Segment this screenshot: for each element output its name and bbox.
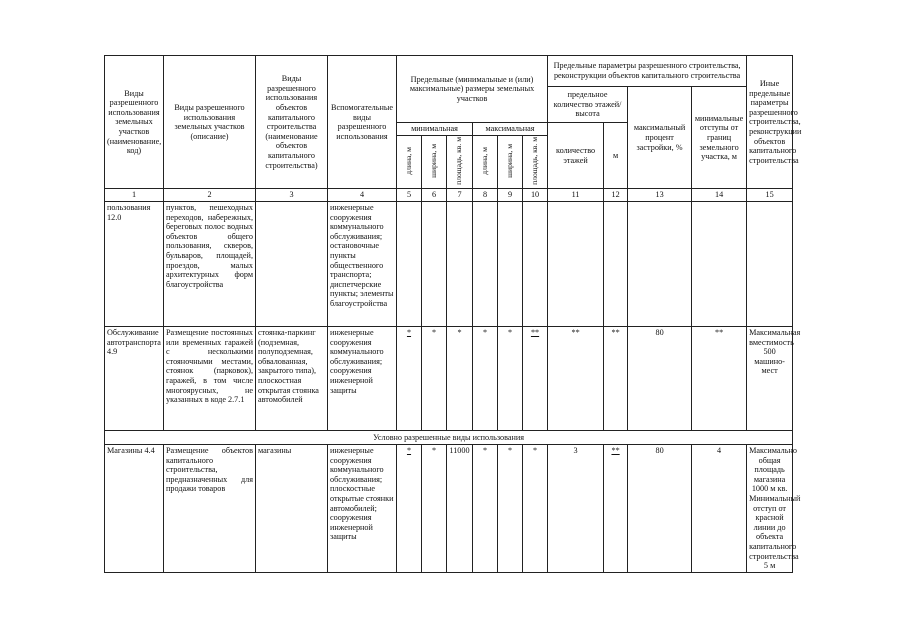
use-code-cell: Обслуживание автотранспорта 4.9 [105, 327, 164, 431]
value-cell [548, 202, 604, 327]
use-code-cell: Магазины 4.4 [105, 445, 164, 573]
col-number: 9 [498, 189, 523, 202]
regulations-table [104, 55, 802, 573]
value-cell [447, 202, 473, 327]
col-number: 12 [604, 189, 628, 202]
header-min-width: ширина, м [422, 136, 447, 189]
col-number: 5 [397, 189, 422, 202]
value-cell [604, 202, 628, 327]
value-cell: * [397, 327, 422, 431]
table-row [105, 445, 793, 573]
col-number: 14 [692, 189, 747, 202]
value-cell [523, 202, 548, 327]
header-building-params: Предельные параметры разрешенного строительства, реконструкции объектов капитального строительства [548, 56, 747, 87]
col-number: 15 [747, 189, 793, 202]
value-cell: 3 [548, 445, 604, 573]
col-number: 3 [256, 189, 328, 202]
use-description-cell: Размещение постоянных или временных гаражей с несколькими стояночными местами, стоянок (парковок), гаражей, в том числе многоярусных, не указанных в коде 2.7.1 [164, 327, 256, 431]
value-cell: * [397, 445, 422, 573]
value-cell: Максимально общая площадь магазина 1000 м кв. Минимальный отступ от красной линии до объекта капитального строительства 5 м [747, 445, 793, 573]
col-number: 6 [422, 189, 447, 202]
header-col3: Виды разрешенного использования объектов капитального строительства (наименование объектов капитального строительства) [256, 56, 328, 189]
value-cell: * [498, 327, 523, 431]
col-number: 11 [548, 189, 604, 202]
value-cell: 11000 [447, 445, 473, 573]
header-minimal: минимальная [397, 123, 473, 136]
header-max-length: длина, м [473, 136, 498, 189]
col-number: 7 [447, 189, 473, 202]
value-cell [498, 202, 523, 327]
value-cell: * [447, 327, 473, 431]
header-floors-count: количество этажей [548, 123, 604, 189]
header-floors-group: предельное количество этажей/высота [548, 87, 628, 123]
value-cell: * [422, 445, 447, 573]
value-cell: ** [692, 327, 747, 431]
value-cell: ** [548, 327, 604, 431]
value-cell: 80 [628, 445, 692, 573]
capital-objects-cell [256, 202, 328, 327]
table-row [105, 327, 793, 431]
auxiliary-uses-cell: инженерные сооружения коммунального обслуживания; плоскостные открытые стоянки автомобилей; сооружения инженерной защиты [328, 445, 397, 573]
table-row [105, 202, 793, 327]
header-min-length: длина, м [397, 136, 422, 189]
use-description-cell: Размещение объектов капитального строительства, предназначенных для продажи товаров [164, 445, 256, 573]
section-title: Условно разрешенные виды использования [105, 431, 793, 445]
header-meters: м [604, 123, 628, 189]
value-cell [422, 202, 447, 327]
value-cell [628, 202, 692, 327]
value-cell [473, 202, 498, 327]
value-cell: ** [604, 445, 628, 573]
col-number: 2 [164, 189, 256, 202]
column-numbers-row [105, 189, 793, 202]
value-cell: * [473, 445, 498, 573]
section-row [105, 431, 793, 445]
value-cell: Максимальная вместимость 500 машино-мест [747, 327, 793, 431]
col-number: 10 [523, 189, 548, 202]
header-min-offsets: минимальные отступы от границ земельного участка, м [692, 87, 747, 189]
value-cell: * [523, 445, 548, 573]
value-cell: 80 [628, 327, 692, 431]
value-cell [692, 202, 747, 327]
use-description-cell: пунктов, пешеходных переходов, набережных, береговых полос водных объектов общего пользования, скверов, бульваров, площадей, проездов, малых архитектурных форм благоустройства [164, 202, 256, 327]
capital-objects-cell: стоянка-паркинг (подземная, полуподземная, обвалованная, закрытого типа), плоскостная открытая стоянка автомобилей [256, 327, 328, 431]
use-code-cell: пользования 12.0 [105, 202, 164, 327]
header-max-area: площадь, кв. м [523, 136, 548, 189]
col-number: 1 [105, 189, 164, 202]
value-cell: ** [604, 327, 628, 431]
col-number: 4 [328, 189, 397, 202]
auxiliary-uses-cell: инженерные сооружения коммунального обслуживания; остановочные пункты общественного транспорта; диспетчерские пункты; элементы благоустройства [328, 202, 397, 327]
header-land-sizes: Предельные (минимальные и (или) максимальные) размеры земельных участков [397, 56, 548, 123]
header-max-percent: максимальный процент застройки, % [628, 87, 692, 189]
value-cell: ** [523, 327, 548, 431]
header-min-area: площадь, кв. м [447, 136, 473, 189]
value-cell [397, 202, 422, 327]
value-cell: 4 [692, 445, 747, 573]
header-maximal: максимальная [473, 123, 548, 136]
header-col2: Виды разрешенного использования земельных участков (описание) [164, 56, 256, 189]
value-cell: * [498, 445, 523, 573]
value-cell: * [422, 327, 447, 431]
value-cell: * [473, 327, 498, 431]
auxiliary-uses-cell: инженерные сооружения коммунального обслуживания; сооружения инженерной защиты [328, 327, 397, 431]
capital-objects-cell: магазины [256, 445, 328, 573]
value-cell [747, 202, 793, 327]
header-max-width: ширина, м [498, 136, 523, 189]
header-col4: Вспомогательные виды разрешенного использования [328, 56, 397, 189]
header-col1: Виды разрешенного использования земельных участков (наименование, код) [105, 56, 164, 189]
header-col15: Иные предельные параметры разрешенного строительства, реконструкции объектов капитального строительства [747, 56, 793, 189]
col-number: 13 [628, 189, 692, 202]
col-number: 8 [473, 189, 498, 202]
